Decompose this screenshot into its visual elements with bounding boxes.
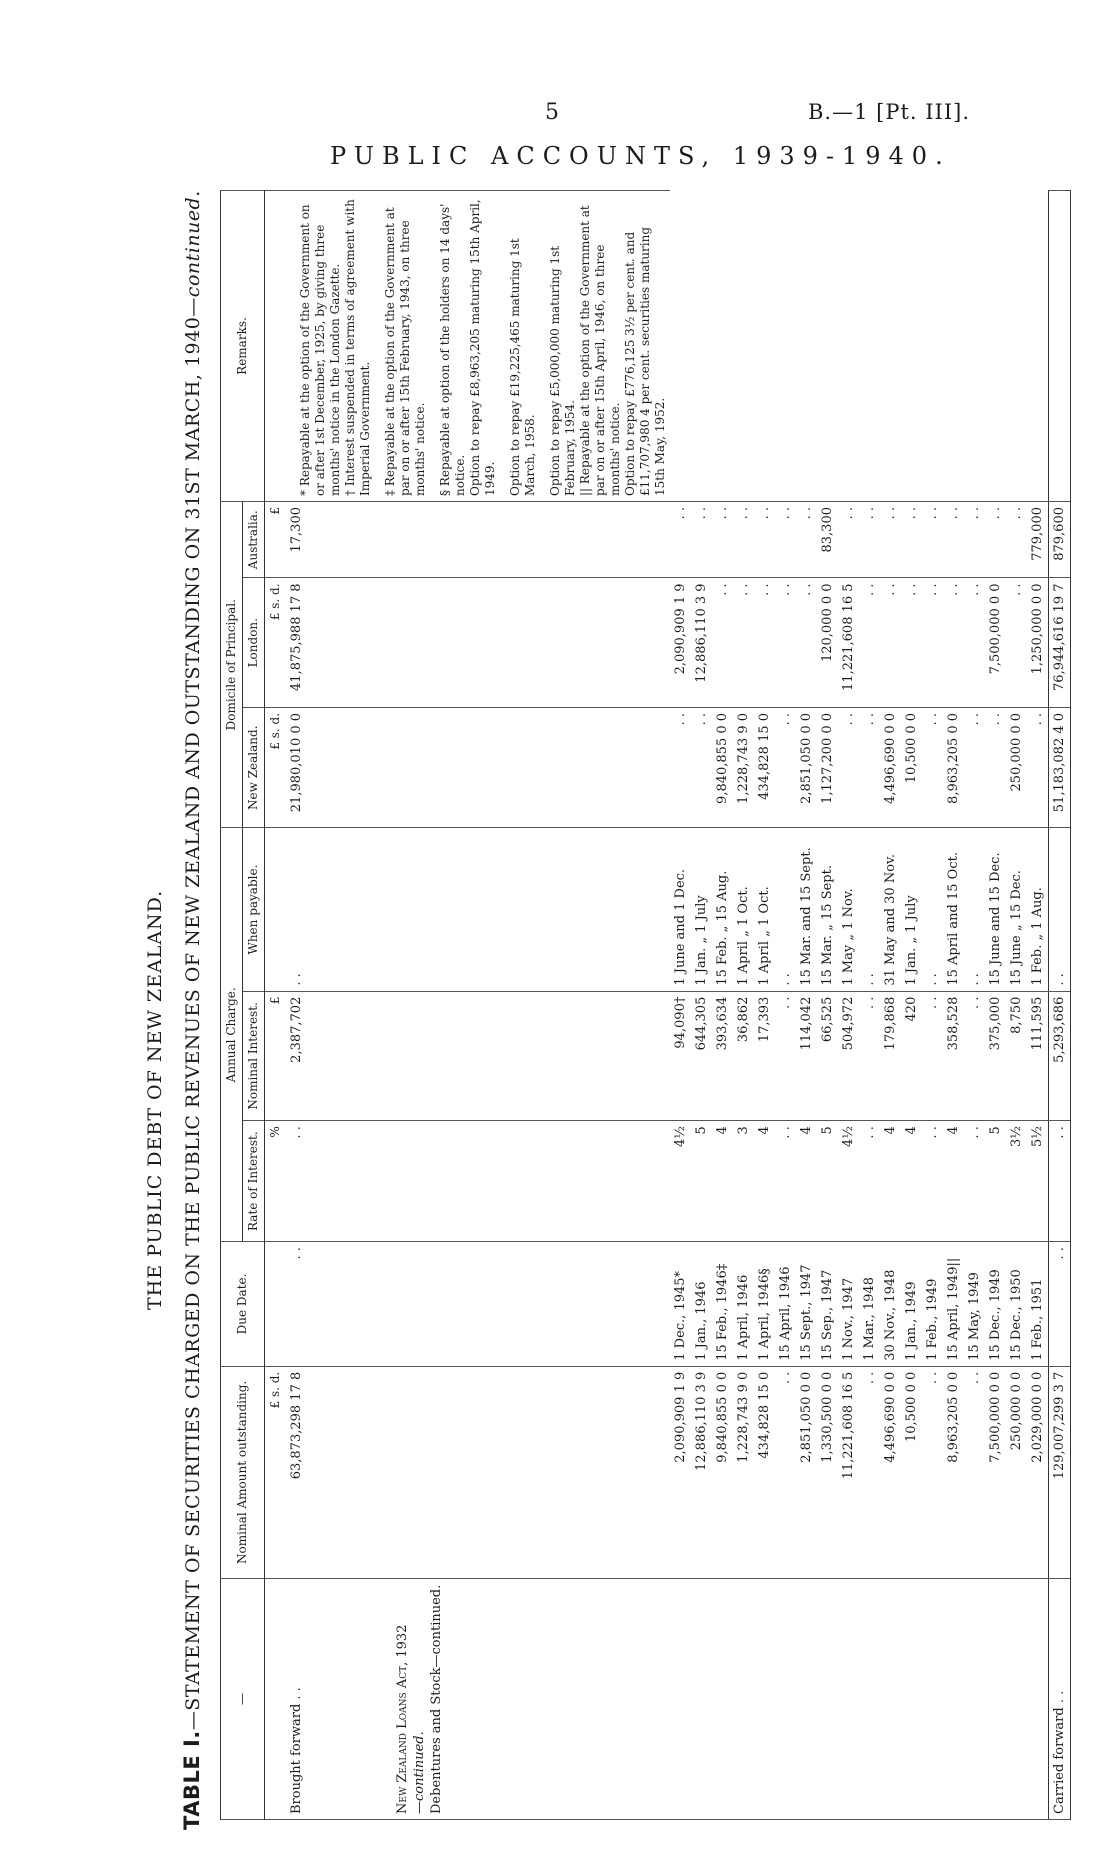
brought-forward-rate: . . — [286, 1121, 392, 1242]
carried-forward-london: 76,944,616 19 7 — [1049, 578, 1071, 708]
table-title — [180, 190, 204, 1830]
cell-australia: 779,000 — [1027, 502, 1049, 578]
main-title: THE PUBLIC DEBT OF NEW ZEALAND. — [144, 889, 166, 1310]
row-description — [901, 1579, 922, 1820]
cell-new-zealand: . . — [691, 707, 712, 827]
cell-new-zealand: 2,851,050 0 0 — [796, 707, 817, 827]
table-row — [985, 191, 1006, 1820]
cell-amount: . . — [922, 1366, 943, 1578]
cell-australia: . . — [985, 502, 1006, 578]
cell-when-payable: 1 April „ 1 Oct. — [733, 828, 754, 991]
cell-when-payable: 1 April „ 1 Oct. — [754, 828, 775, 991]
cell-australia: . . — [901, 502, 922, 578]
row-description — [691, 1579, 712, 1820]
col-when-payable: When payable. — [243, 828, 265, 991]
cell-due-date: 1 Jan., 1949 — [901, 1242, 922, 1367]
col-due-date: Due Date. — [221, 1242, 265, 1367]
section-continued: —continued. — [412, 1731, 428, 1814]
cell-rate: . . — [964, 1121, 985, 1242]
cell-london: 7,500,000 0 0 — [985, 578, 1006, 708]
cell-london: . . — [796, 578, 817, 708]
cell-interest: . . — [964, 991, 985, 1121]
cell-rate: 3 — [733, 1121, 754, 1242]
carried-forward-australia: 879,600 — [1049, 502, 1071, 578]
cell-amount: 250,000 0 0 — [1006, 1366, 1027, 1578]
cell-amount: 2,851,050 0 0 — [796, 1366, 817, 1578]
table-row — [922, 191, 943, 1820]
cell-amount: 12,886,110 3 9 — [691, 1366, 712, 1578]
row-description — [1027, 1579, 1049, 1820]
cell-due-date: 1 April, 1946 — [733, 1242, 754, 1367]
remark-4: § Repayable at option of the holders on 14 days' notice. — [438, 203, 467, 496]
unit-percent: % — [265, 1121, 287, 1242]
table-row — [775, 191, 796, 1820]
cell-rate: 4 — [943, 1121, 964, 1242]
cell-interest: 114,042 — [796, 991, 817, 1121]
cell-rate: . . — [775, 1121, 796, 1242]
cell-new-zealand: 1,127,200 0 0 — [817, 707, 838, 827]
carried-forward-label: Carried forward . . — [1049, 1579, 1071, 1820]
cell-amount: . . — [859, 1366, 880, 1578]
row-description — [775, 1579, 796, 1820]
cell-interest: 393,634 — [712, 991, 733, 1121]
row-description — [1006, 1579, 1027, 1820]
cell-australia: 83,300 — [817, 502, 838, 578]
cell-rate: 5 — [985, 1121, 1006, 1242]
table-row — [859, 191, 880, 1820]
cell-rate: 5½ — [1027, 1121, 1049, 1242]
unit-sd-nz: s. d. — [268, 712, 282, 739]
cell-london: . . — [943, 578, 964, 708]
cell-australia: . . — [838, 502, 859, 578]
cell-due-date: 15 Feb., 1946‡ — [712, 1242, 733, 1367]
cell-when-payable: 15 June and 15 Dec. — [985, 828, 1006, 991]
row-description — [796, 1579, 817, 1820]
brought-forward-when: . . — [286, 828, 392, 991]
remark-9: Option to repay £776,125 3½ per cent. and £11,707,980 4 per cent. securities maturing 15th May, 1952. — [623, 226, 667, 496]
unit-sd-london: s. d. — [268, 583, 282, 609]
cell-due-date: 15 April, 1949|| — [943, 1242, 964, 1367]
cell-london: . . — [1006, 578, 1027, 708]
cell-when-payable: 1 June and 1 Dec. — [670, 828, 691, 991]
table-row — [1006, 191, 1027, 1820]
table-row — [901, 191, 922, 1820]
cell-london: 120,000 0 0 — [817, 578, 838, 708]
security-rows — [670, 191, 1049, 1820]
remark-1: * Repayable at the option of the Government on or after 1st December, 1925, by giving three months' notice in the London Gazette. — [298, 204, 342, 496]
table-row — [733, 191, 754, 1820]
units-row — [265, 191, 287, 1820]
cell-when-payable: 31 May and 30 Nov. — [880, 828, 901, 991]
cell-interest: 644,305 — [691, 991, 712, 1121]
remark-5: Option to repay £8,963,205 maturing 15th April, 1949. — [468, 199, 497, 496]
cell-due-date: 1 April, 1946§ — [754, 1242, 775, 1367]
cell-due-date: 15 April, 1946 — [775, 1242, 796, 1367]
remark-7: Option to repay £5,000,000 maturing 1st February, 1954. — [548, 245, 577, 496]
carried-forward-due: . . — [1049, 1242, 1071, 1367]
unit-pound: £ — [268, 1400, 282, 1409]
table-row — [670, 191, 691, 1820]
cell-australia: . . — [712, 502, 733, 578]
col-australia: Australia. — [243, 502, 265, 578]
row-description — [922, 1579, 943, 1820]
carried-forward-amount: 129,007,299 3 7 — [1049, 1366, 1071, 1578]
cell-rate: 4 — [754, 1121, 775, 1242]
cell-new-zealand: 10,500 0 0 — [901, 707, 922, 827]
cell-australia: . . — [733, 502, 754, 578]
cell-london: . . — [733, 578, 754, 708]
cell-amount: 2,090,909 1 9 — [670, 1366, 691, 1578]
cell-australia: . . — [859, 502, 880, 578]
cell-interest: 358,528 — [943, 991, 964, 1121]
table-row — [817, 191, 838, 1820]
cell-australia: . . — [796, 502, 817, 578]
cell-rate: 3½ — [1006, 1121, 1027, 1242]
cell-when-payable: . . — [859, 828, 880, 991]
cell-new-zealand: . . — [1027, 707, 1049, 827]
unit-pound-australia: £ — [265, 502, 287, 578]
row-description — [733, 1579, 754, 1820]
table-row — [964, 191, 985, 1820]
cell-australia: . . — [670, 502, 691, 578]
cell-when-payable: 15 Mar. and 15 Sept. — [796, 828, 817, 991]
section-act: New Zealand Loans Act, 1932 — [395, 1624, 411, 1814]
cell-interest: . . — [859, 991, 880, 1121]
cell-rate: 4 — [796, 1121, 817, 1242]
title-continued: continued. — [182, 190, 204, 298]
table-row — [712, 191, 733, 1820]
brought-forward-amount: 63,873,298 17 8 — [286, 1366, 392, 1578]
cell-australia: . . — [1006, 502, 1027, 578]
row-description — [670, 1579, 691, 1820]
unit-pound-nz: £ — [268, 742, 282, 750]
cell-rate: . . — [859, 1121, 880, 1242]
brought-forward-due: . . — [286, 1242, 392, 1367]
brought-forward-row — [286, 191, 392, 1820]
unit-pound-interest: £ — [265, 991, 287, 1121]
cell-australia: . . — [754, 502, 775, 578]
cell-when-payable: . . — [964, 828, 985, 991]
brought-forward-interest: 2,387,702 — [286, 991, 392, 1121]
cell-interest: 8,750 — [1006, 991, 1027, 1121]
cell-new-zealand: 8,963,205 0 0 — [943, 707, 964, 827]
table-row — [796, 191, 817, 1820]
cell-amount: 7,500,000 0 0 — [985, 1366, 1006, 1578]
section-subheading: Debentures and Stock—continued. — [429, 1584, 445, 1814]
cell-due-date: 15 Dec., 1950 — [1006, 1242, 1027, 1367]
cell-australia: . . — [691, 502, 712, 578]
remark-8: || Repayable at the option of the Government at par on or after 15th April, 1946, on three months' notice. — [578, 205, 622, 496]
cell-interest: 66,525 — [817, 991, 838, 1121]
table-titles — [100, 180, 210, 1830]
cell-australia: . . — [922, 502, 943, 578]
carried-forward-when: . . — [1049, 828, 1071, 991]
cell-interest: . . — [922, 991, 943, 1121]
cell-interest: 17,393 — [754, 991, 775, 1121]
table-row — [880, 191, 901, 1820]
cell-rate: 4½ — [838, 1121, 859, 1242]
cell-rate: 4 — [880, 1121, 901, 1242]
cell-amount: 11,221,608 16 5 — [838, 1366, 859, 1578]
cell-amount: 434,828 15 0 — [754, 1366, 775, 1578]
cell-amount: 8,963,205 0 0 — [943, 1366, 964, 1578]
cell-australia: . . — [880, 502, 901, 578]
table-row — [943, 191, 964, 1820]
cell-when-payable: 1 Jan. „ 1 July — [901, 828, 922, 991]
col-annual-charge: Annual Charge. — [221, 828, 243, 1242]
remarks-cell — [286, 191, 670, 502]
cell-amount: . . — [775, 1366, 796, 1578]
parliamentary-reference: B.—1 [Pt. III]. — [808, 100, 971, 124]
cell-interest: 375,000 — [985, 991, 1006, 1121]
cell-interest: 111,595 — [1027, 991, 1049, 1121]
col-nominal-interest: Nominal Interest. — [243, 991, 265, 1121]
col-london: London. — [243, 578, 265, 708]
row-description — [859, 1579, 880, 1820]
debt-table — [220, 190, 1071, 1820]
cell-new-zealand: 434,828 15 0 — [754, 707, 775, 827]
cell-new-zealand: . . — [838, 707, 859, 827]
cell-due-date: 1 Feb., 1949 — [922, 1242, 943, 1367]
cell-when-payable: 15 Feb. „ 15 Aug. — [712, 828, 733, 991]
brought-forward-label: Brought forward . . — [286, 1579, 392, 1820]
table-title-text: —STATEMENT OF SECURITIES CHARGED ON THE PUBLIC REVENUES OF NEW ZEALAND AND OUTSTANDING ON 31ST MARCH, 1940— — [182, 297, 204, 1731]
page-number: 5 — [545, 100, 559, 125]
remark-2: † Interest suspended in terms of agreement with Imperial Government. — [343, 199, 372, 496]
cell-rate: 4 — [712, 1121, 733, 1242]
cell-rate: 5 — [817, 1121, 838, 1242]
cell-london: . . — [880, 578, 901, 708]
row-description — [712, 1579, 733, 1820]
cell-new-zealand: 1,228,743 9 0 — [733, 707, 754, 827]
cell-london: . . — [922, 578, 943, 708]
cell-amount: 10,500 0 0 — [901, 1366, 922, 1578]
cell-due-date: 15 May, 1949 — [964, 1242, 985, 1367]
cell-interest: 94,090† — [670, 991, 691, 1121]
remark-6: Option to repay £19,225,465 maturing 1st March, 1958. — [508, 238, 537, 496]
cell-australia: . . — [964, 502, 985, 578]
cell-due-date: 1 Nov., 1947 — [838, 1242, 859, 1367]
remark-3: ‡ Repayable at the option of the Government at par on or after 15th February, 1943, on three months' notice. — [383, 207, 427, 496]
cell-london: . . — [754, 578, 775, 708]
cell-amount: 4,496,690 0 0 — [880, 1366, 901, 1578]
cell-australia: . . — [943, 502, 964, 578]
cell-london: . . — [712, 578, 733, 708]
cell-when-payable: 15 June „ 15 Dec. — [1006, 828, 1027, 991]
cell-new-zealand: . . — [922, 707, 943, 827]
cell-when-payable: 1 Jan. „ 1 July — [691, 828, 712, 991]
cell-london: 1,250,000 0 0 — [1027, 578, 1049, 708]
cell-due-date: 30 Nov., 1948 — [880, 1242, 901, 1367]
cell-when-payable: 15 Mar. „ 15 Sept. — [817, 828, 838, 991]
cell-rate: . . — [922, 1121, 943, 1242]
brought-forward-nz: 21,980,010 0 0 — [286, 707, 392, 827]
cell-amount: 1,228,743 9 0 — [733, 1366, 754, 1578]
carried-forward-row — [1049, 191, 1071, 1820]
row-description — [817, 1579, 838, 1820]
row-description — [880, 1579, 901, 1820]
running-head: PUBLIC ACCOUNTS, 1939-1940. — [330, 142, 951, 170]
col-rate: Rate of Interest. — [243, 1121, 265, 1242]
cell-due-date: 1 Jan., 1946 — [691, 1242, 712, 1367]
cell-due-date: 15 Dec., 1949 — [985, 1242, 1006, 1367]
cell-amount: 2,029,000 0 0 — [1027, 1366, 1049, 1578]
cell-new-zealand: . . — [859, 707, 880, 827]
cell-due-date: 15 Sept., 1947 — [796, 1242, 817, 1367]
cell-due-date: 1 Dec., 1945* — [670, 1242, 691, 1367]
cell-london: 12,886,110 3 9 — [691, 578, 712, 708]
table-row — [838, 191, 859, 1820]
cell-due-date: 1 Mar., 1948 — [859, 1242, 880, 1367]
table-row — [691, 191, 712, 1820]
cell-interest: 504,972 — [838, 991, 859, 1121]
cell-new-zealand: 250,000 0 0 — [1006, 707, 1027, 827]
row-description — [985, 1579, 1006, 1820]
brought-forward-london: 41,875,988 17 8 — [286, 578, 392, 708]
cell-australia: . . — [775, 502, 796, 578]
cell-when-payable: . . — [922, 828, 943, 991]
cell-interest: . . — [775, 991, 796, 1121]
col-remarks: Remarks. — [221, 191, 265, 502]
row-description — [838, 1579, 859, 1820]
cell-new-zealand: . . — [775, 707, 796, 827]
cell-rate: 5 — [691, 1121, 712, 1242]
page-header — [0, 0, 1114, 175]
cell-new-zealand: . . — [670, 707, 691, 827]
table-row — [754, 191, 775, 1820]
cell-london: 11,221,608 16 5 — [838, 578, 859, 708]
cell-amount: 9,840,855 0 0 — [712, 1366, 733, 1578]
cell-rate: 4 — [901, 1121, 922, 1242]
section-heading — [392, 1579, 670, 1820]
brought-forward-australia: 17,300 — [286, 502, 392, 578]
unit-pound-london: £ — [268, 612, 282, 621]
cell-rate: 4½ — [670, 1121, 691, 1242]
cell-when-payable: . . — [775, 828, 796, 991]
cell-london: . . — [964, 578, 985, 708]
cell-new-zealand: . . — [964, 707, 985, 827]
cell-interest: 36,862 — [733, 991, 754, 1121]
col-description: — — [221, 1579, 265, 1820]
cell-due-date: 1 Feb., 1951 — [1027, 1242, 1049, 1367]
cell-new-zealand: 9,840,855 0 0 — [712, 707, 733, 827]
cell-when-payable: 1 May „ 1 Nov. — [838, 828, 859, 991]
cell-interest: 179,868 — [880, 991, 901, 1121]
rotated-table-area — [100, 180, 1067, 1830]
cell-new-zealand: . . — [985, 707, 1006, 827]
col-domicile: Domicile of Principal. — [221, 502, 243, 828]
row-description — [943, 1579, 964, 1820]
col-nominal-amount: Nominal Amount outstanding. — [221, 1366, 265, 1578]
cell-due-date: 15 Sep., 1947 — [817, 1242, 838, 1367]
carried-forward-rate: . . — [1049, 1121, 1071, 1242]
cell-london: . . — [775, 578, 796, 708]
cell-london: 2,090,909 1 9 — [670, 578, 691, 708]
cell-new-zealand: 4,496,690 0 0 — [880, 707, 901, 827]
cell-when-payable: 15 April and 15 Oct. — [943, 828, 964, 991]
cell-london: . . — [859, 578, 880, 708]
unit-sd: s. d. — [268, 1371, 282, 1398]
cell-amount: 1,330,500 0 0 — [817, 1366, 838, 1578]
cell-when-payable: 1 Feb. „ 1 Aug. — [1027, 828, 1049, 991]
cell-amount: . . — [964, 1366, 985, 1578]
table-row — [1027, 191, 1049, 1820]
landscape-table-page — [100, 180, 1067, 1830]
col-new-zealand: New Zealand. — [243, 707, 265, 827]
row-description — [964, 1579, 985, 1820]
carried-forward-nz: 51,183,082 4 0 — [1049, 707, 1071, 827]
table-label: TABLE I. — [180, 1730, 204, 1830]
row-description — [754, 1579, 775, 1820]
cell-london: . . — [901, 578, 922, 708]
carried-forward-interest: 5,293,686 — [1049, 991, 1071, 1121]
cell-interest: 420 — [901, 991, 922, 1121]
